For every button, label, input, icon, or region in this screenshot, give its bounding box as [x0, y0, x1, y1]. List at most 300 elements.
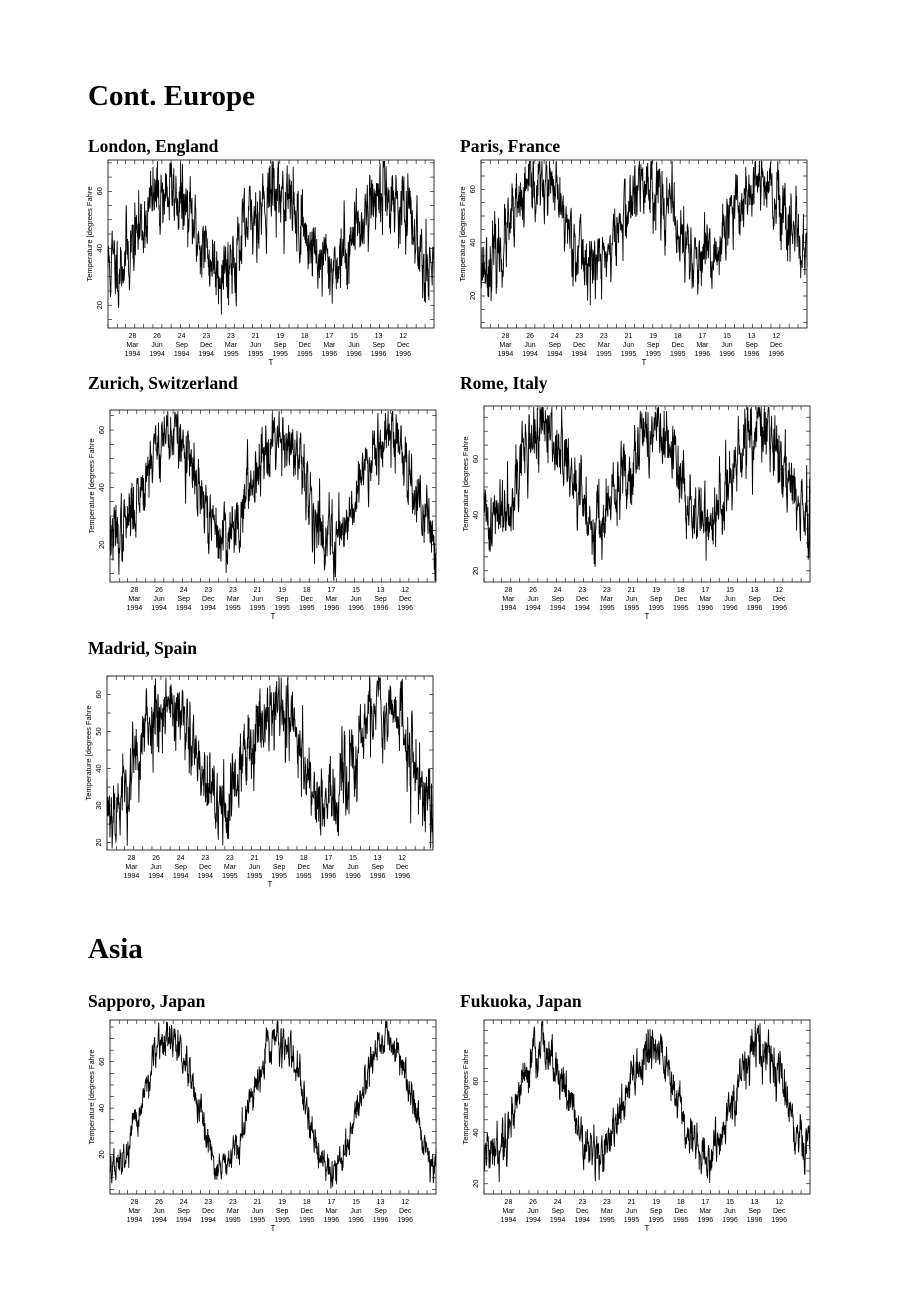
x-tick-year: 1995 — [274, 605, 290, 612]
x-tick-month: Jun — [251, 1208, 264, 1215]
y-axis-title: Temperature [degrees Fahre — [84, 705, 93, 801]
x-tick-year: 1995 — [623, 1217, 640, 1224]
y-tick-label: 40 — [471, 1128, 480, 1137]
x-tick-year: 1995 — [225, 1217, 241, 1224]
x-tick-month: Dec — [772, 1208, 786, 1215]
x-tick-year: 1994 — [546, 351, 563, 358]
x-tick-month: Mar — [128, 1208, 141, 1215]
x-tick-day: 21 — [250, 855, 259, 862]
x-tick-year: 1995 — [672, 1217, 689, 1224]
x-tick-year: 1996 — [719, 351, 735, 358]
x-tick-year: 1995 — [249, 605, 266, 612]
y-tick-label: 40 — [94, 764, 103, 773]
y-tick-label: 40 — [97, 1103, 106, 1113]
x-tick-month: Jun — [350, 1208, 362, 1215]
x-tick-day: 13 — [374, 333, 383, 340]
chart-title-sapporo: Sapporo, Japan — [88, 991, 206, 1011]
x-tick-year: 1996 — [743, 351, 760, 358]
x-tick-day: 24 — [179, 1199, 188, 1206]
x-tick-year: 1994 — [198, 351, 215, 358]
y-tick-label: 60 — [471, 454, 480, 464]
x-tick-year: 1996 — [397, 1217, 413, 1224]
x-tick-day: 23 — [600, 333, 608, 340]
x-axis-title: T — [644, 1224, 650, 1233]
x-tick-year: 1994 — [172, 873, 189, 880]
x-tick-day: 13 — [376, 1199, 385, 1206]
chart-madrid — [83, 674, 435, 894]
x-tick-month: Sep — [174, 864, 187, 871]
x-tick-day: 28 — [130, 587, 139, 594]
x-tick-day: 15 — [723, 333, 731, 340]
x-tick-month: Jun — [524, 342, 536, 349]
temperature-series-line — [110, 1021, 436, 1188]
x-tick-month: Jun — [251, 596, 264, 603]
x-tick-day: 19 — [652, 587, 661, 594]
x-tick-month: Mar — [128, 596, 141, 603]
x-tick-day: 17 — [324, 855, 333, 862]
x-tick-month: Dec — [200, 342, 213, 349]
x-tick-day: 13 — [747, 333, 756, 340]
x-tick-day: 23 — [227, 333, 235, 340]
x-tick-day: 26 — [153, 333, 161, 340]
x-tick-month: Dec — [202, 596, 215, 603]
x-tick-month: Mar — [226, 1208, 239, 1215]
chart-sapporo — [86, 1018, 438, 1238]
x-tick-year: 1995 — [669, 351, 686, 358]
x-tick-year: 1994 — [525, 1217, 541, 1224]
x-tick-day: 21 — [253, 587, 262, 594]
x-tick-year: 1995 — [648, 605, 664, 612]
x-tick-month: Mar — [696, 342, 709, 349]
x-tick-month: Mar — [699, 1208, 712, 1215]
x-tick-year: 1996 — [372, 1217, 389, 1224]
temperature-series-line — [484, 1021, 810, 1182]
x-tick-day: 26 — [526, 333, 534, 340]
x-tick-month: Mar — [502, 596, 515, 603]
x-tick-day: 23 — [578, 587, 587, 594]
x-tick-month: Jun — [527, 596, 539, 603]
y-tick-label: 60 — [97, 425, 106, 435]
x-tick-year: 1996 — [397, 605, 413, 612]
x-tick-day: 12 — [398, 855, 407, 862]
x-tick-month: Dec — [674, 1208, 687, 1215]
x-tick-month: Mar — [325, 596, 338, 603]
x-tick-day: 24 — [553, 1199, 562, 1206]
y-tick-label: 20 — [468, 291, 477, 301]
section-title-europe: Cont. Europe — [88, 80, 256, 112]
x-tick-day: 21 — [251, 333, 260, 340]
x-tick-month: Mar — [323, 342, 336, 349]
y-tick-label: 40 — [97, 483, 106, 492]
x-tick-month: Dec — [396, 342, 410, 349]
y-axis-title: Temperature [degrees Fahre — [461, 436, 470, 532]
y-tick-label: 40 — [468, 238, 477, 247]
x-tick-year: 1995 — [295, 873, 312, 880]
x-tick-year: 1994 — [549, 1217, 566, 1224]
x-tick-day: 24 — [179, 587, 188, 594]
x-tick-month: Dec — [199, 864, 212, 871]
x-tick-month: Sep — [551, 1208, 564, 1215]
x-tick-year: 1996 — [370, 351, 387, 358]
chart-title-rome: Rome, Italy — [460, 373, 548, 393]
y-tick-label: 60 — [468, 185, 477, 194]
x-tick-month: Jun — [350, 596, 362, 603]
x-tick-month: Jun — [527, 1208, 539, 1215]
x-tick-day: 21 — [253, 1199, 262, 1206]
x-tick-month: Sep — [646, 342, 660, 349]
x-tick-year: 1994 — [123, 873, 140, 880]
x-tick-day: 17 — [327, 1199, 336, 1206]
x-tick-day: 17 — [325, 333, 334, 340]
x-tick-year: 1996 — [345, 873, 361, 880]
x-tick-month: Mar — [600, 596, 613, 603]
x-tick-month: Jun — [248, 864, 261, 871]
x-tick-year: 1995 — [271, 873, 287, 880]
x-tick-month: Sep — [272, 864, 286, 871]
x-tick-month: Sep — [551, 596, 564, 603]
chart-london — [84, 158, 436, 372]
x-tick-month: Sep — [374, 1208, 387, 1215]
x-tick-day: 26 — [152, 855, 160, 862]
x-axis-title: T — [644, 612, 650, 621]
x-tick-month: Dec — [297, 864, 310, 871]
x-tick-month: Sep — [374, 596, 387, 603]
x-tick-month: Sep — [649, 596, 663, 603]
x-axis-title: T — [641, 358, 647, 367]
x-tick-month: Mar — [322, 864, 335, 871]
y-tick-label: 20 — [97, 1150, 106, 1159]
x-tick-year: 1994 — [197, 873, 214, 880]
x-tick-day: 12 — [775, 587, 784, 594]
x-tick-month: Sep — [548, 342, 561, 349]
x-tick-month: Mar — [325, 1208, 338, 1215]
x-tick-year: 1996 — [771, 605, 787, 612]
x-tick-day: 23 — [204, 1199, 213, 1206]
x-tick-month: Dec — [576, 596, 589, 603]
chart-title-fukuoka: Fukuoka, Japan — [460, 991, 582, 1011]
x-tick-month: Dec — [395, 864, 409, 871]
x-tick-month: Dec — [398, 1208, 412, 1215]
x-tick-day: 17 — [701, 1199, 710, 1206]
x-tick-year: 1996 — [395, 351, 411, 358]
chart-paris — [457, 158, 809, 372]
x-tick-month: Mar — [699, 596, 712, 603]
x-tick-year: 1995 — [246, 873, 263, 880]
x-tick-month: Jun — [347, 864, 359, 871]
x-tick-month: Mar — [502, 1208, 515, 1215]
x-tick-year: 1995 — [247, 351, 264, 358]
x-tick-year: 1996 — [697, 1217, 714, 1224]
x-tick-day: 26 — [529, 587, 537, 594]
x-tick-day: 19 — [276, 333, 285, 340]
x-tick-day: 28 — [504, 587, 513, 594]
x-tick-month: Jun — [724, 1208, 736, 1215]
chart-rome — [460, 404, 812, 626]
x-tick-month: Mar — [224, 342, 237, 349]
x-tick-day: 28 — [128, 333, 137, 340]
x-tick-year: 1996 — [348, 1217, 364, 1224]
x-tick-day: 18 — [673, 333, 682, 340]
x-tick-year: 1995 — [599, 605, 615, 612]
y-tick-label: 60 — [95, 187, 104, 196]
x-tick-month: Mar — [126, 342, 139, 349]
x-tick-month: Mar — [226, 596, 239, 603]
x-tick-day: 24 — [177, 333, 186, 340]
x-tick-year: 1996 — [321, 351, 338, 358]
plot-frame — [110, 1020, 436, 1194]
chart-title-paris: Paris, France — [460, 136, 561, 156]
x-tick-month: Jun — [249, 342, 262, 349]
x-tick-day: 26 — [529, 1199, 537, 1206]
x-tick-year: 1995 — [223, 351, 239, 358]
x-tick-month: Sep — [273, 342, 287, 349]
x-axis-title: T — [268, 358, 274, 367]
y-tick-label: 40 — [471, 510, 480, 520]
x-tick-day: 28 — [127, 855, 136, 862]
y-axis-title: Temperature [degrees Fahre — [87, 1049, 96, 1145]
x-tick-day: 15 — [349, 855, 357, 862]
x-tick-year: 1995 — [249, 1217, 266, 1224]
x-tick-month: Sep — [275, 596, 289, 603]
x-tick-year: 1994 — [151, 605, 167, 612]
x-axis-title: T — [270, 612, 276, 621]
x-tick-year: 1996 — [746, 1217, 763, 1224]
y-axis-title: Temperature [degrees Fahre — [461, 1049, 470, 1145]
x-tick-year: 1994 — [574, 605, 591, 612]
x-tick-month: Jun — [721, 342, 733, 349]
x-tick-day: 15 — [352, 587, 360, 594]
x-tick-month: Jun — [625, 596, 638, 603]
x-tick-year: 1995 — [623, 605, 640, 612]
temperature-series-line — [108, 161, 434, 314]
x-tick-day: 15 — [726, 587, 734, 594]
x-tick-year: 1996 — [346, 351, 362, 358]
x-tick-day: 28 — [504, 1199, 513, 1206]
x-tick-day: 28 — [501, 333, 510, 340]
x-tick-year: 1994 — [124, 351, 141, 358]
x-tick-year: 1994 — [549, 605, 566, 612]
section-title-asia: Asia — [88, 933, 143, 965]
x-tick-day: 24 — [553, 587, 562, 594]
y-tick-label: 20 — [471, 1179, 480, 1188]
x-tick-year: 1994 — [148, 873, 164, 880]
y-axis-title: Temperature [degrees Fahre — [85, 186, 94, 282]
x-tick-day: 21 — [627, 587, 636, 594]
x-tick-month: Dec — [573, 342, 586, 349]
x-tick-day: 23 — [226, 855, 234, 862]
x-tick-day: 21 — [627, 1199, 636, 1206]
x-tick-day: 26 — [155, 587, 163, 594]
x-tick-year: 1996 — [746, 605, 763, 612]
x-tick-month: Sep — [372, 342, 385, 349]
x-tick-year: 1996 — [369, 873, 386, 880]
x-tick-month: Jun — [153, 596, 165, 603]
x-tick-day: 19 — [649, 333, 658, 340]
x-tick-year: 1996 — [722, 1217, 738, 1224]
x-tick-year: 1996 — [697, 605, 714, 612]
y-tick-label: 20 — [471, 566, 480, 575]
x-tick-year: 1994 — [173, 351, 190, 358]
x-tick-year: 1994 — [571, 351, 588, 358]
x-tick-year: 1994 — [525, 605, 541, 612]
x-axis-title: T — [270, 1224, 276, 1233]
x-tick-year: 1996 — [320, 873, 337, 880]
x-tick-year: 1994 — [574, 1217, 591, 1224]
x-tick-day: 12 — [772, 333, 781, 340]
x-tick-year: 1994 — [126, 1217, 143, 1224]
x-tick-day: 23 — [603, 587, 611, 594]
x-tick-day: 17 — [327, 587, 336, 594]
x-tick-year: 1995 — [596, 351, 612, 358]
x-tick-month: Sep — [371, 864, 384, 871]
x-tick-year: 1995 — [599, 1217, 615, 1224]
x-tick-month: Sep — [177, 596, 190, 603]
x-tick-month: Sep — [275, 1208, 289, 1215]
x-tick-day: 12 — [399, 333, 408, 340]
x-tick-month: Dec — [671, 342, 684, 349]
x-tick-month: Dec — [202, 1208, 215, 1215]
chart-title-zurich: Zurich, Switzerland — [88, 373, 238, 393]
x-tick-day: 13 — [750, 587, 759, 594]
y-axis-title: Temperature [degrees Fahre — [458, 186, 467, 282]
x-tick-year: 1995 — [298, 605, 315, 612]
temperature-series-line — [481, 161, 807, 304]
x-tick-year: 1994 — [151, 1217, 167, 1224]
x-tick-year: 1995 — [672, 605, 689, 612]
x-tick-year: 1996 — [768, 351, 784, 358]
x-tick-day: 15 — [352, 1199, 360, 1206]
x-tick-day: 28 — [130, 1199, 139, 1206]
x-tick-day: 15 — [350, 333, 358, 340]
y-tick-label: 40 — [95, 244, 104, 253]
x-tick-year: 1996 — [394, 873, 410, 880]
y-tick-label: 60 — [97, 1057, 106, 1066]
x-tick-year: 1995 — [645, 351, 661, 358]
x-tick-month: Dec — [300, 596, 313, 603]
x-tick-month: Dec — [300, 1208, 313, 1215]
y-axis-title: Temperature [degrees Fahre — [87, 438, 96, 534]
y-tick-label: 20 — [95, 301, 104, 310]
x-tick-year: 1995 — [648, 1217, 664, 1224]
x-tick-day: 17 — [698, 333, 707, 340]
x-tick-year: 1995 — [272, 351, 288, 358]
x-tick-year: 1994 — [497, 351, 514, 358]
x-tick-month: Jun — [151, 342, 163, 349]
x-tick-day: 18 — [300, 333, 309, 340]
x-tick-month: Sep — [649, 1208, 663, 1215]
x-tick-day: 18 — [676, 1199, 685, 1206]
x-tick-month: Jun — [622, 342, 635, 349]
x-tick-month: Sep — [177, 1208, 190, 1215]
x-tick-month: Sep — [745, 342, 758, 349]
x-tick-year: 1996 — [348, 605, 364, 612]
x-tick-month: Jun — [348, 342, 360, 349]
x-tick-month: Jun — [625, 1208, 638, 1215]
x-tick-year: 1996 — [323, 605, 340, 612]
x-tick-year: 1996 — [771, 1217, 787, 1224]
x-tick-day: 12 — [401, 587, 410, 594]
x-tick-day: 23 — [229, 1199, 237, 1206]
x-tick-day: 18 — [302, 587, 311, 594]
x-tick-day: 24 — [176, 855, 185, 862]
x-tick-year: 1994 — [500, 605, 517, 612]
x-tick-month: Jun — [724, 596, 736, 603]
x-tick-month: Sep — [175, 342, 188, 349]
x-tick-month: Mar — [499, 342, 512, 349]
x-tick-month: Dec — [772, 596, 786, 603]
x-tick-year: 1994 — [175, 605, 192, 612]
x-tick-year: 1996 — [323, 1217, 340, 1224]
y-tick-label: 20 — [94, 838, 103, 847]
x-tick-day: 19 — [278, 587, 287, 594]
x-tick-day: 12 — [401, 1199, 410, 1206]
x-tick-month: Jun — [150, 864, 162, 871]
x-tick-day: 13 — [373, 855, 382, 862]
x-tick-month: Dec — [398, 596, 412, 603]
x-tick-day: 26 — [155, 1199, 163, 1206]
x-tick-month: Mar — [597, 342, 610, 349]
y-tick-label: 20 — [97, 540, 106, 549]
x-tick-day: 24 — [550, 333, 559, 340]
x-tick-year: 1995 — [296, 351, 313, 358]
x-tick-day: 23 — [202, 333, 211, 340]
x-tick-day: 23 — [603, 1199, 611, 1206]
x-tick-day: 23 — [229, 587, 237, 594]
chart-title-madrid: Madrid, Spain — [88, 638, 197, 658]
x-tick-month: Mar — [125, 864, 138, 871]
x-tick-day: 23 — [578, 1199, 587, 1206]
x-tick-day: 18 — [299, 855, 308, 862]
x-tick-year: 1996 — [372, 605, 389, 612]
x-tick-year: 1994 — [149, 351, 165, 358]
x-tick-day: 18 — [302, 1199, 311, 1206]
y-tick-label: 50 — [94, 727, 103, 736]
chart-zurich — [86, 408, 438, 626]
x-tick-month: Jun — [153, 1208, 165, 1215]
x-tick-year: 1994 — [522, 351, 538, 358]
x-tick-day: 23 — [575, 333, 584, 340]
x-tick-year: 1996 — [722, 605, 738, 612]
x-tick-month: Dec — [674, 596, 687, 603]
temperature-series-line — [110, 411, 436, 580]
x-tick-day: 12 — [775, 1199, 784, 1206]
y-tick-label: 60 — [471, 1077, 480, 1086]
x-axis-title: T — [267, 880, 273, 889]
temperature-series-line — [484, 407, 810, 566]
temperature-series-line — [107, 678, 433, 848]
y-tick-label: 60 — [94, 690, 103, 699]
x-tick-year: 1995 — [274, 1217, 290, 1224]
x-tick-year: 1994 — [175, 1217, 192, 1224]
x-tick-month: Dec — [298, 342, 311, 349]
x-tick-day: 19 — [652, 1199, 661, 1206]
x-tick-day: 13 — [376, 587, 385, 594]
x-tick-year: 1996 — [694, 351, 711, 358]
x-tick-day: 17 — [701, 587, 710, 594]
x-tick-year: 1994 — [200, 1217, 217, 1224]
x-tick-day: 23 — [204, 587, 213, 594]
x-tick-month: Mar — [223, 864, 236, 871]
x-tick-year: 1995 — [298, 1217, 315, 1224]
x-tick-day: 15 — [726, 1199, 734, 1206]
x-tick-day: 21 — [624, 333, 633, 340]
x-tick-year: 1995 — [222, 873, 238, 880]
x-tick-year: 1995 — [225, 605, 241, 612]
x-tick-day: 19 — [275, 855, 284, 862]
y-tick-label: 30 — [94, 801, 103, 810]
x-tick-day: 13 — [750, 1199, 759, 1206]
x-tick-month: Dec — [769, 342, 783, 349]
